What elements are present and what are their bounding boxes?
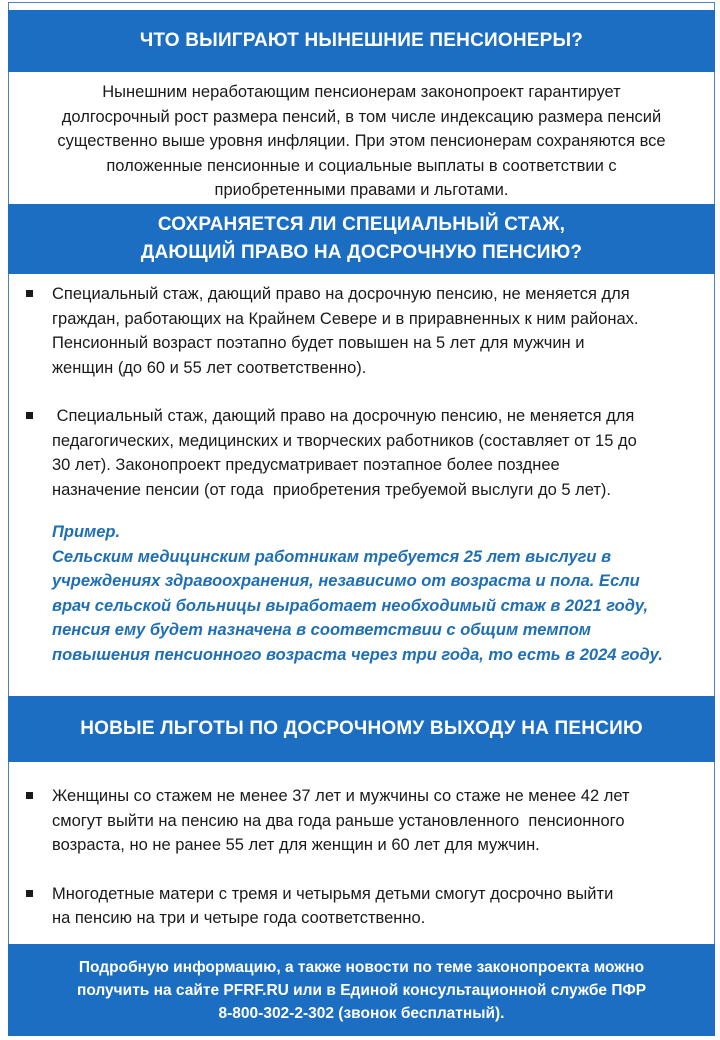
list-item-line: педагогических, медицинских и творческих работников (составляет от 15 до: [52, 431, 637, 450]
list-item-line: граждан, работающих на Крайнем Севере и в приравненных к ним районах.: [52, 309, 639, 328]
new-benefits-list: [20, 784, 710, 931]
header-special-experience: [8, 204, 715, 274]
footer-line: Подробную информацию, а также новости по теме законопроекта можно: [78, 958, 645, 976]
header-new-benefits: [8, 696, 715, 762]
intro-line: Нынешним неработающим пенсионерам законопроект гарантирует: [102, 83, 621, 101]
example-line: врач сельской больницы выработает необходимый стаж в 2021 году,: [52, 596, 649, 615]
special-experience-list: [20, 282, 710, 502]
square-bullet-icon: [26, 412, 33, 419]
example-line: Сельским медицинским работникам требуется 25 лет выслуги в: [52, 547, 612, 566]
intro-line: долгосрочный рост размера пенсий, в том числе индексацию размера пенсий: [61, 107, 662, 126]
example-block: [52, 520, 712, 667]
list-item-line: Женщины со стажем не менее 37 лет и мужчины со стаже не менее 42 лет: [52, 787, 630, 805]
square-bullet-icon: [26, 290, 33, 297]
header-what-pensioners-gain: [8, 10, 715, 72]
header-title-line: НОВЫЕ ЛЬГОТЫ ПО ДОСРОЧНОМУ ВЫХОДУ НА ПЕНСИЮ: [80, 718, 643, 739]
list-item-line: Специальный стаж, дающий право на досрочную пенсию, не меняется для: [52, 285, 630, 303]
list-item-line: Многодетные матери с тремя и четырьмя детьми смогут досрочно выйти: [52, 884, 614, 903]
list-item-line: Пенсионный возраст поэтапно будет повышен на 5 лет для мужчин и: [52, 334, 585, 352]
square-bullet-icon: [26, 792, 33, 799]
example-line: учреждениях здравоохранения, независимо от возраста и пола. Если: [52, 572, 640, 590]
intro-line: приобретенными правами и льготами.: [214, 181, 509, 199]
list-item-line: смогут выйти на пенсию на два года раньше установленного пенсионного: [52, 811, 625, 830]
list-item: [20, 282, 710, 380]
list-item-line: на пенсию на три и четыре года соответственно.: [52, 909, 426, 927]
example-line: пенсия ему будет назначена в соответствии с общим темпом: [52, 621, 591, 639]
list-item-line: возраста, но не ранее 55 лет для женщин и 60 лет для мужчин.: [52, 836, 540, 854]
list-item: [20, 784, 710, 858]
list-item: [20, 404, 710, 502]
list-item: [20, 882, 710, 931]
example-heading: Пример.: [52, 523, 121, 541]
header-title-line: ЧТО ВЫИГРАЮТ НЫНЕШНИЕ ПЕНСИОНЕРЫ?: [139, 30, 584, 51]
example-line: повышения пенсионного возраста через три года, то есть в 2024 году.: [52, 645, 663, 664]
list-item-line: Специальный стаж, дающий право на досрочную пенсию, не меняется для: [52, 407, 635, 425]
list-item-line: назначение пенсии (от года приобретения требуемой выслуги до 5 лет).: [52, 480, 611, 499]
list-item-line: 30 лет). Законопроект предусматривает поэтапное более позднее: [52, 456, 560, 474]
footer-contact-info: [8, 944, 715, 1036]
list-item-line: женщин (до 60 и 55 лет соответственно).: [52, 358, 367, 377]
intro-paragraph: [20, 80, 703, 203]
footer-line: 8-800-302-2-302 (звонок бесплатный).: [218, 1004, 505, 1022]
square-bullet-icon: [26, 890, 33, 897]
footer-line: получить на сайте PFRF.RU или в Единой консультационной службе ПФР: [76, 981, 647, 999]
header-title-line: СОХРАНЯЕТСЯ ЛИ СПЕЦИАЛЬНЫЙ СТАЖ,: [157, 214, 566, 235]
intro-line: положенные пенсионные и социальные выплаты в соответствии с: [106, 156, 617, 175]
intro-line: существенно выше уровня инфляции. При этом пенсионерам сохраняются все: [57, 132, 666, 150]
header-title-line: ДАЮЩИЙ ПРАВО НА ДОСРОЧНУЮ ПЕНСИЮ?: [140, 242, 583, 263]
